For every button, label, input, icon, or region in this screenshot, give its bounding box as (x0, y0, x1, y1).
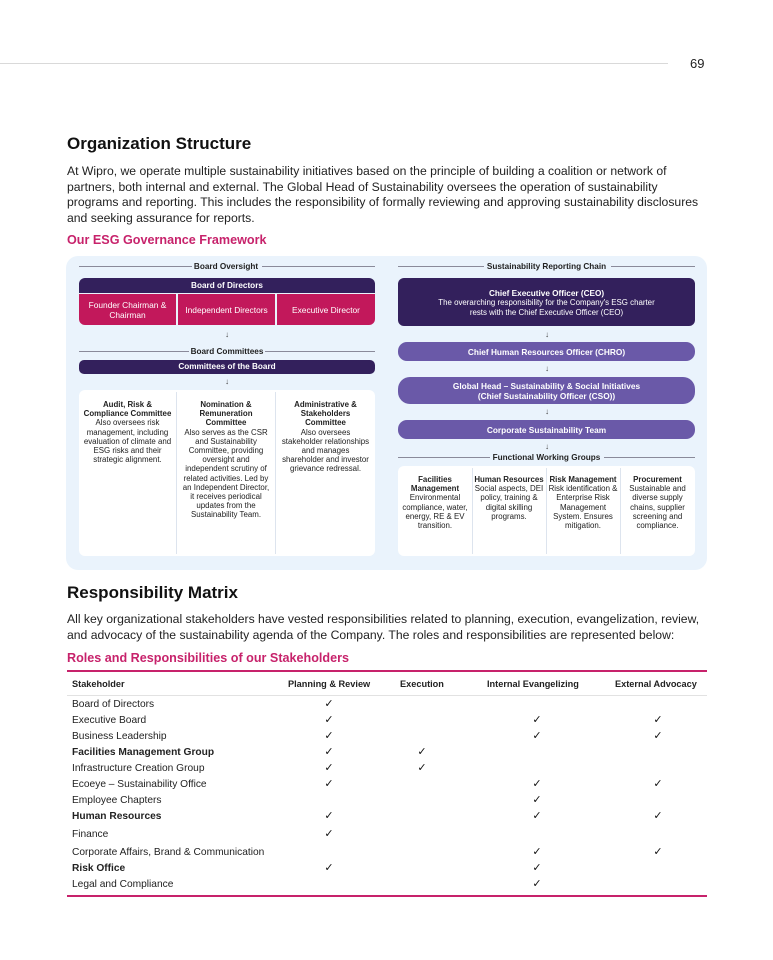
group-title: Risk Management (549, 475, 617, 484)
stakeholder-name: Employee Chapters (72, 795, 162, 806)
check-icon: ✓ (324, 778, 334, 790)
check-icon: ✓ (532, 810, 542, 822)
arrow-down-icon: ↓ (545, 407, 549, 416)
col-header-stakeholder: Stakeholder (72, 679, 125, 689)
framework-title: Our ESG Governance Framework (67, 233, 267, 247)
table-row (67, 847, 707, 863)
table-row (67, 879, 707, 895)
corp-team-pill: Corporate Sustainability Team (398, 420, 695, 439)
committee-desc: Also oversees risk management, including evaluation of climate and ESG risks and their strategic alignment. (83, 418, 172, 465)
divider (546, 468, 547, 554)
board-oversight-label: Board Oversight (193, 262, 259, 271)
check-icon: ✓ (324, 714, 334, 726)
col-header-internal: Internal Evangelizing (487, 679, 579, 689)
committee-desc: Also serves as the CSR and Sustainability Committee, providing oversight and independent scrutiny of related activities. Led by an Independent Director, it receives periodical updates from the Sustainability Team. (182, 427, 270, 520)
cso-line2: (Chief Sustainability Officer (CSO)) (477, 390, 616, 401)
check-icon: ✓ (324, 828, 334, 840)
divider (176, 392, 177, 554)
arrow-down-icon: ↓ (545, 330, 549, 339)
group-title: Facilities Management (410, 475, 460, 494)
group-risk (548, 475, 618, 530)
check-icon: ✓ (653, 778, 663, 790)
responsibility-matrix-paragraph: All key organizational stakeholders have vested responsibilities related to planning, execution, evangelization, review, and advocacy of the sustainability agenda of the Company. The roles and responsibilities are represented below: (67, 612, 700, 642)
check-icon: ✓ (324, 698, 334, 710)
check-icon: ✓ (532, 846, 542, 858)
divider (398, 266, 484, 267)
group-title: Procurement (633, 475, 682, 484)
col-header-external: External Advocacy (615, 679, 697, 689)
stakeholder-name: Risk Office (72, 863, 126, 874)
committee-audit (82, 400, 173, 464)
arrow-down-icon: ↓ (545, 442, 549, 451)
committees-of-board-bar: Committees of the Board (79, 360, 375, 374)
col-header-planning: Planning & Review (288, 679, 371, 689)
divider (265, 351, 375, 352)
divider (604, 457, 695, 458)
divider (262, 266, 375, 267)
committee-desc: Also oversees stakeholder relationships and manages shareholder and investor grievance redressal. (281, 427, 370, 474)
ceo-title: Chief Executive Officer (CEO) (488, 289, 605, 298)
check-icon: ✓ (417, 746, 427, 758)
check-icon: ✓ (532, 794, 542, 806)
divider (79, 266, 192, 267)
stakeholder-name: Finance (72, 829, 109, 840)
table-row (67, 811, 707, 827)
table-bottom-rule (67, 895, 707, 897)
director-box: Executive Director (277, 294, 375, 325)
check-icon: ✓ (324, 762, 334, 774)
check-icon: ✓ (417, 762, 427, 774)
table-row (67, 863, 707, 879)
stakeholder-name: Executive Board (72, 715, 147, 726)
director-box: Founder Chairman & Chairman (79, 294, 176, 325)
arrow-down-icon: ↓ (545, 364, 549, 373)
stakeholder-name: Ecoeye – Sustainability Office (72, 779, 207, 790)
cso-line1: Global Head – Sustainability & Social Initiatives (452, 380, 641, 391)
stakeholder-name: Board of Directors (72, 699, 155, 710)
group-facilities (400, 475, 470, 530)
check-icon: ✓ (324, 810, 334, 822)
check-icon: ✓ (653, 730, 663, 742)
stakeholder-name: Business Leadership (72, 731, 167, 742)
check-icon: ✓ (532, 862, 542, 874)
ceo-box (398, 278, 695, 326)
header-rule (0, 63, 668, 64)
cso-pill (398, 377, 695, 404)
group-desc: Environmental compliance, water, energy, RE & EV transition. (402, 493, 468, 531)
check-icon: ✓ (653, 810, 663, 822)
divider (472, 468, 473, 554)
check-icon: ✓ (532, 714, 542, 726)
divider (275, 392, 276, 554)
table-header-rule (67, 695, 707, 696)
functional-groups-label: Functional Working Groups (492, 453, 601, 462)
table-top-rule (67, 670, 707, 672)
check-icon: ✓ (532, 878, 542, 890)
arrow-down-icon: ↓ (225, 377, 229, 386)
org-structure-title: Organization Structure (67, 134, 252, 153)
group-hr (474, 475, 544, 521)
committee-nomination (180, 400, 272, 520)
group-desc: Risk identification & Enterprise Risk Management System. Ensures mitigation. (548, 484, 618, 531)
table-title: Roles and Responsibilities of our Stakeholders (67, 651, 350, 665)
table-row (67, 763, 707, 779)
group-title: Human Resources (474, 475, 544, 484)
ceo-desc: The overarching responsibility for the Company's ESG charter rests with the Chief Executive Officer (CEO) (438, 298, 655, 317)
governance-framework-panel (66, 256, 707, 570)
table-row (67, 779, 707, 795)
org-structure-paragraph: At Wipro, we operate multiple sustainability initiatives based on the principle of building a coalition or network of partners, both internal and external. The Global Head of Sustainability oversees the operation of sustainability programs and reporting. This includes the responsibility of formally reviewing and approving sustainability disclosures and seeking assurance for reports. (67, 164, 699, 225)
divider (620, 468, 621, 554)
board-of-directors-bar: Board of Directors (79, 278, 375, 293)
check-icon: ✓ (532, 778, 542, 790)
check-icon: ✓ (532, 730, 542, 742)
check-icon: ✓ (324, 746, 334, 758)
table-row (67, 829, 707, 845)
arrow-down-icon: ↓ (225, 330, 229, 339)
table-row (67, 747, 707, 763)
committee-title: Administrative & Stakeholders Committee (294, 400, 357, 428)
stakeholder-name: Human Resources (72, 811, 162, 822)
chro-pill: Chief Human Resources Officer (CHRO) (398, 342, 695, 361)
stakeholder-name: Legal and Compliance (72, 879, 174, 890)
table-row (67, 715, 707, 731)
divider (79, 351, 189, 352)
committee-title: Nomination & Remuneration Committee (199, 400, 253, 428)
group-desc: Social aspects, DEI policy, training & digital skilling programs. (474, 484, 544, 521)
director-box: Independent Directors (178, 294, 275, 325)
page-number: 69 (690, 56, 705, 71)
table-row (67, 731, 707, 747)
committee-administrative (280, 400, 371, 474)
group-procurement (622, 475, 693, 530)
divider (611, 266, 695, 267)
check-icon: ✓ (324, 862, 334, 874)
check-icon: ✓ (653, 846, 663, 858)
committee-title: Audit, Risk & Compliance Committee (83, 400, 172, 419)
stakeholder-name: Facilities Management Group (72, 747, 215, 758)
stakeholder-name: Infrastructure Creation Group (72, 763, 205, 774)
responsibility-matrix-title: Responsibility Matrix (67, 583, 238, 602)
board-committees-label: Board Committees (190, 347, 264, 356)
table-row (67, 699, 707, 715)
check-icon: ✓ (653, 714, 663, 726)
divider (398, 457, 490, 458)
sustainability-chain-label: Sustainability Reporting Chain (486, 262, 607, 271)
stakeholder-name: Corporate Affairs, Brand & Communication (72, 847, 265, 858)
check-icon: ✓ (324, 730, 334, 742)
table-row (67, 795, 707, 811)
group-desc: Sustainable and diverse supply chains, supplier screening and compliance. (629, 484, 686, 531)
col-header-execution: Execution (400, 679, 444, 689)
